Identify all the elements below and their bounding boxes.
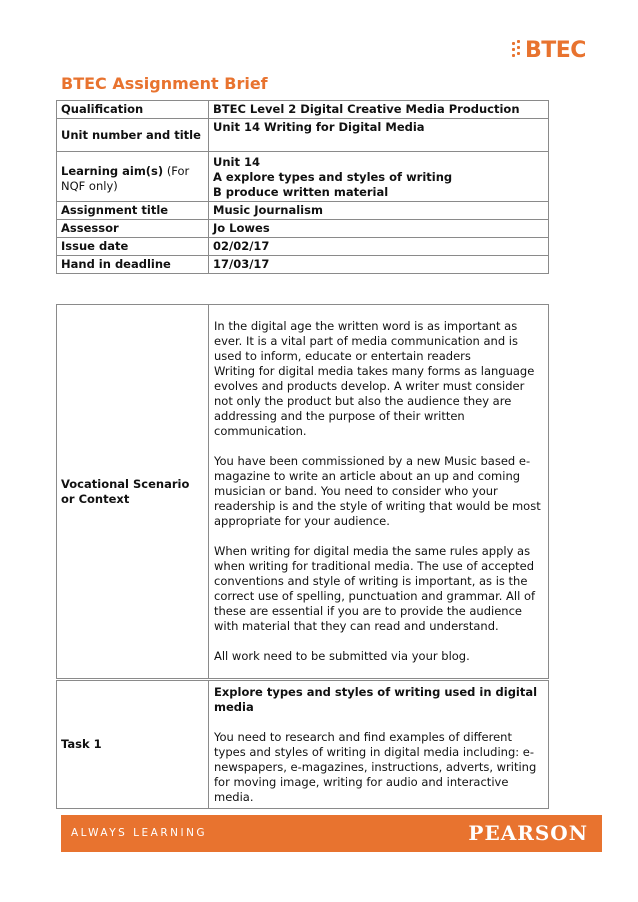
scenario-text bbox=[209, 305, 549, 679]
scenario-paragraph: Writing for digital media takes many forms as language evolves and products develop. A writer must consider not only the product but also the audience they are addressing and the purpose of their written communication. bbox=[214, 364, 535, 438]
footer-tagline: ALWAYS LEARNING bbox=[71, 827, 208, 839]
row-value: Unit 14 Writing for Digital Media bbox=[209, 119, 549, 152]
table-row bbox=[57, 101, 549, 119]
learning-aim-label: Learning aim(s) bbox=[61, 164, 164, 178]
task-heading: Explore types and styles of writing used in digital media bbox=[214, 685, 538, 714]
row-value: Music Journalism bbox=[209, 202, 549, 220]
row-value bbox=[209, 152, 549, 202]
row-value: 17/03/17 bbox=[209, 256, 549, 274]
row-label: Unit number and title bbox=[57, 119, 209, 152]
row-label: Qualification bbox=[57, 101, 209, 119]
btec-logo bbox=[512, 36, 586, 64]
table-row bbox=[57, 681, 549, 809]
scenario-paragraph: In the digital age the written word is as important as ever. It is a vital part of media communication and is used to inform, educate or entertain readers bbox=[214, 319, 518, 363]
row-label: Issue date bbox=[57, 238, 209, 256]
row-value: 02/02/17 bbox=[209, 238, 549, 256]
learning-aim-line: A explore types and styles of writing bbox=[213, 170, 453, 184]
logo-text: BTEC bbox=[525, 37, 586, 63]
scenario-label: Vocational Scenario or Context bbox=[57, 305, 209, 679]
table-row bbox=[57, 305, 549, 679]
table-row bbox=[57, 256, 549, 274]
pearson-logo: PEARSON bbox=[468, 821, 588, 845]
table-row bbox=[57, 152, 549, 202]
learning-aim-note: (For NQF only) bbox=[61, 164, 190, 193]
scenario-paragraph: You have been commissioned by a new Music based e-magazine to write an article about an up and coming musician or band. You need to consider who your readership is and the style of writing that would be most appropriate for your audience. bbox=[214, 454, 541, 528]
row-value: Jo Lowes bbox=[209, 220, 549, 238]
task-label: Task 1 bbox=[57, 681, 209, 809]
scenario-table bbox=[56, 304, 549, 679]
scenario-paragraph: When writing for digital media the same rules apply as when writing for traditional media. The use of accepted conventions and style of writing is important, as is the correct use of spelling, punctuation and grammar. All of these are essential if you are to provide the audience with material that they can read and understand. bbox=[214, 544, 536, 633]
row-label: Hand in deadline bbox=[57, 256, 209, 274]
task-body: You need to research and find examples of different types and styles of writing in digital media including: e-newspapers, e-magazines, instructions, adverts, writing for moving image, writing for audio and interactive media. bbox=[214, 730, 537, 804]
table-row bbox=[57, 202, 549, 220]
logo-dots-icon bbox=[512, 40, 522, 60]
scenario-paragraph: All work need to be submitted via your blog. bbox=[214, 649, 470, 663]
task-text bbox=[209, 681, 549, 809]
learning-aim-line: B produce written material bbox=[213, 185, 389, 199]
row-value: BTEC Level 2 Digital Creative Media Production bbox=[209, 101, 549, 119]
footer-banner bbox=[61, 815, 602, 852]
table-row bbox=[57, 238, 549, 256]
table-row bbox=[57, 119, 549, 152]
page-title: BTEC Assignment Brief bbox=[61, 74, 268, 93]
table-row bbox=[57, 220, 549, 238]
row-label bbox=[57, 152, 209, 202]
row-label: Assessor bbox=[57, 220, 209, 238]
learning-aim-line: Unit 14 bbox=[213, 155, 260, 169]
assignment-details-table bbox=[56, 100, 549, 274]
row-label: Assignment title bbox=[57, 202, 209, 220]
task-table bbox=[56, 680, 549, 809]
